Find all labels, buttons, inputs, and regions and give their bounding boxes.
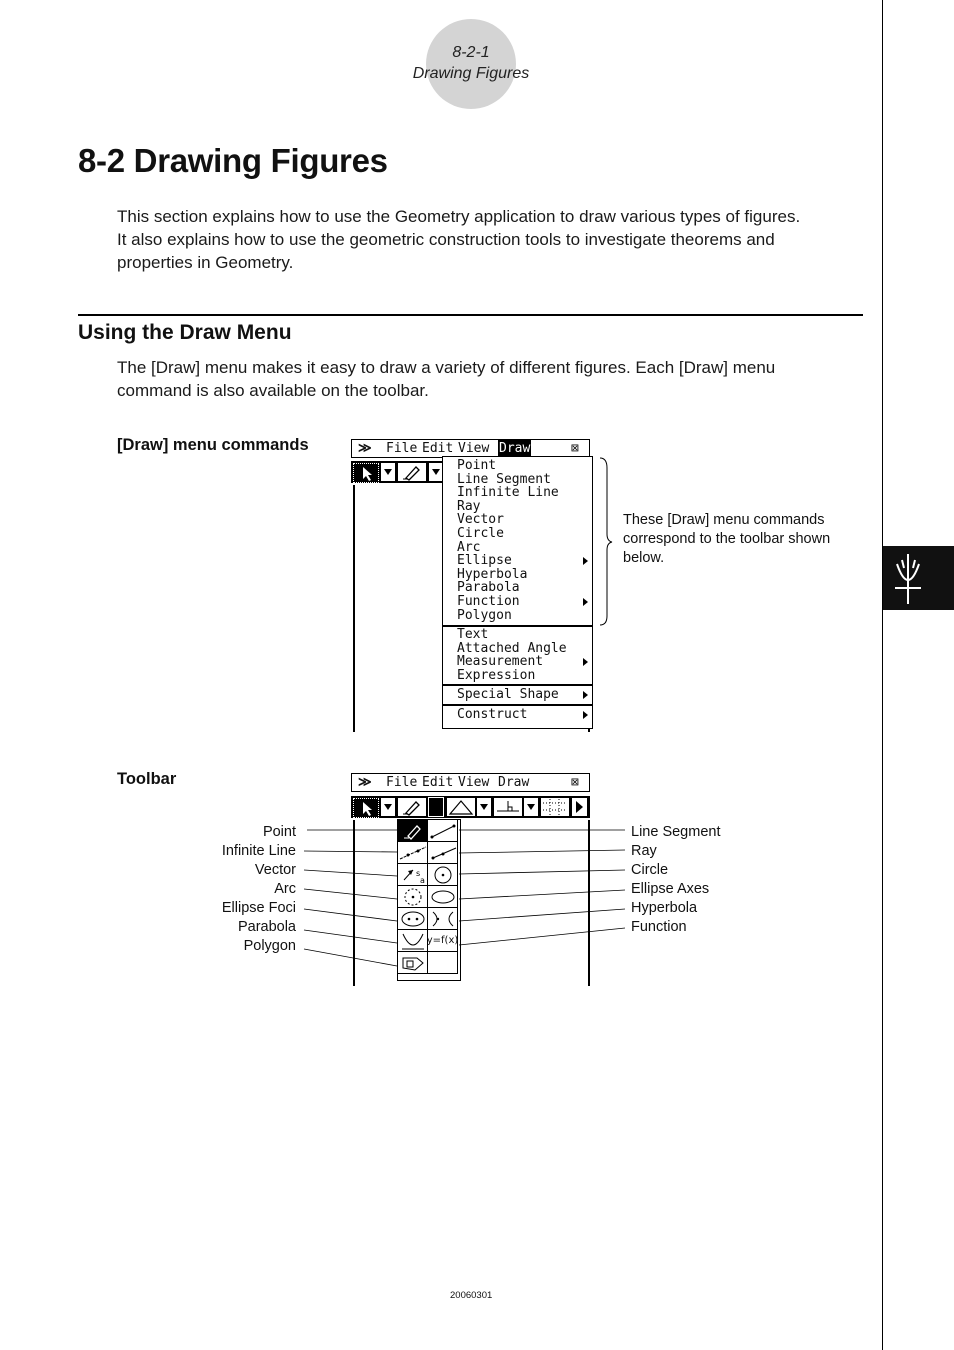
menu-item-function[interactable]: Function bbox=[457, 594, 520, 609]
note-line-3: below. bbox=[623, 550, 665, 566]
footer-code: 20060301 bbox=[450, 1290, 493, 1301]
menu-chevron-icon[interactable]: ≫ bbox=[358, 441, 372, 456]
label-infinite-line: Infinite Line bbox=[221, 843, 296, 859]
intro-line-3: properties in Geometry. bbox=[117, 253, 294, 272]
label-circle: Circle bbox=[631, 862, 669, 878]
menu-item-text[interactable]: Text bbox=[457, 627, 489, 642]
label-arc: Arc bbox=[274, 881, 296, 897]
page-title: 8-2 Drawing Figures bbox=[78, 142, 388, 179]
section-heading: Using the Draw Menu bbox=[78, 321, 292, 344]
close-icon[interactable]: ⊠ bbox=[571, 441, 579, 456]
label-polygon: Polygon bbox=[243, 938, 296, 954]
label-vector: Vector bbox=[254, 862, 296, 878]
label-parabola: Parabola bbox=[237, 919, 296, 935]
menu-item-point[interactable]: Point bbox=[457, 458, 497, 473]
menu-view[interactable]: View bbox=[458, 441, 490, 456]
menu-item-attached-angle[interactable]: Attached Angle bbox=[457, 640, 567, 656]
menu-draw-active[interactable]: Draw bbox=[499, 441, 531, 456]
section-line-2: command is also available on the toolbar. bbox=[117, 381, 429, 400]
menu-item-hyperbola[interactable]: Hyperbola bbox=[457, 566, 528, 582]
menu-item-vector[interactable]: Vector bbox=[457, 512, 504, 528]
function-tool-icon[interactable]: y=f(x) bbox=[428, 930, 458, 952]
header-section-number: 8-2-1 bbox=[452, 44, 490, 61]
label-ray: Ray bbox=[631, 843, 657, 859]
intro-line-2: It also explains how to use the geometric construction tools to investigate theorems and bbox=[117, 230, 775, 249]
menu-item-construct[interactable]: Construct bbox=[457, 707, 528, 722]
menu-edit[interactable]: Edit bbox=[422, 775, 454, 790]
menu-item-expression[interactable]: Expression bbox=[457, 667, 536, 683]
label-line-segment: Line Segment bbox=[631, 824, 721, 840]
label-point: Point bbox=[262, 824, 296, 840]
menu-item-ray[interactable]: Ray bbox=[457, 498, 481, 514]
close-icon[interactable]: ⊠ bbox=[571, 775, 579, 790]
note-line-1: These [Draw] menu commands bbox=[623, 512, 825, 528]
menu-item-polygon[interactable]: Polygon bbox=[457, 607, 512, 623]
menu-item-parabola[interactable]: Parabola bbox=[457, 580, 520, 596]
label-function: Function bbox=[631, 919, 687, 935]
label-hyperbola: Hyperbola bbox=[631, 900, 698, 916]
menu-view[interactable]: View bbox=[458, 775, 490, 790]
menu-item-ellipse[interactable]: Ellipse bbox=[457, 553, 512, 569]
menu-item-line-segment[interactable]: Line Segment bbox=[457, 471, 551, 487]
svg-text:s: s bbox=[415, 868, 420, 878]
menu-edit[interactable]: Edit bbox=[422, 441, 454, 456]
label-ellipse-foci: Ellipse Foci bbox=[221, 900, 296, 916]
draw-menu-commands-label: [Draw] menu commands bbox=[117, 436, 309, 454]
header-section-title: Drawing Figures bbox=[412, 65, 530, 82]
section-line-1: The [Draw] menu makes it easy to draw a variety of different figures. Each [Draw] menu bbox=[117, 358, 776, 377]
svg-text:a: a bbox=[419, 875, 425, 885]
menu-file[interactable]: File bbox=[386, 775, 418, 790]
menu-item-arc[interactable]: Arc bbox=[457, 539, 481, 555]
label-ellipse-axes: Ellipse Axes bbox=[631, 881, 710, 897]
toolbar-label: Toolbar bbox=[117, 770, 177, 788]
menu-item-circle[interactable]: Circle bbox=[457, 526, 504, 541]
note-line-2: correspond to the toolbar shown bbox=[623, 531, 831, 547]
menu-item-special-shape[interactable]: Special Shape bbox=[457, 687, 559, 702]
menu-item-infinite-line[interactable]: Infinite Line bbox=[457, 485, 559, 501]
menu-item-measurement[interactable]: Measurement bbox=[457, 654, 544, 670]
intro-line-1: This section explains how to use the Geometry application to draw various types of figures. bbox=[117, 207, 801, 226]
menu-draw[interactable]: Draw bbox=[498, 775, 530, 790]
menu-chevron-icon[interactable]: ≫ bbox=[358, 775, 372, 790]
menu-file[interactable]: File bbox=[386, 441, 418, 456]
